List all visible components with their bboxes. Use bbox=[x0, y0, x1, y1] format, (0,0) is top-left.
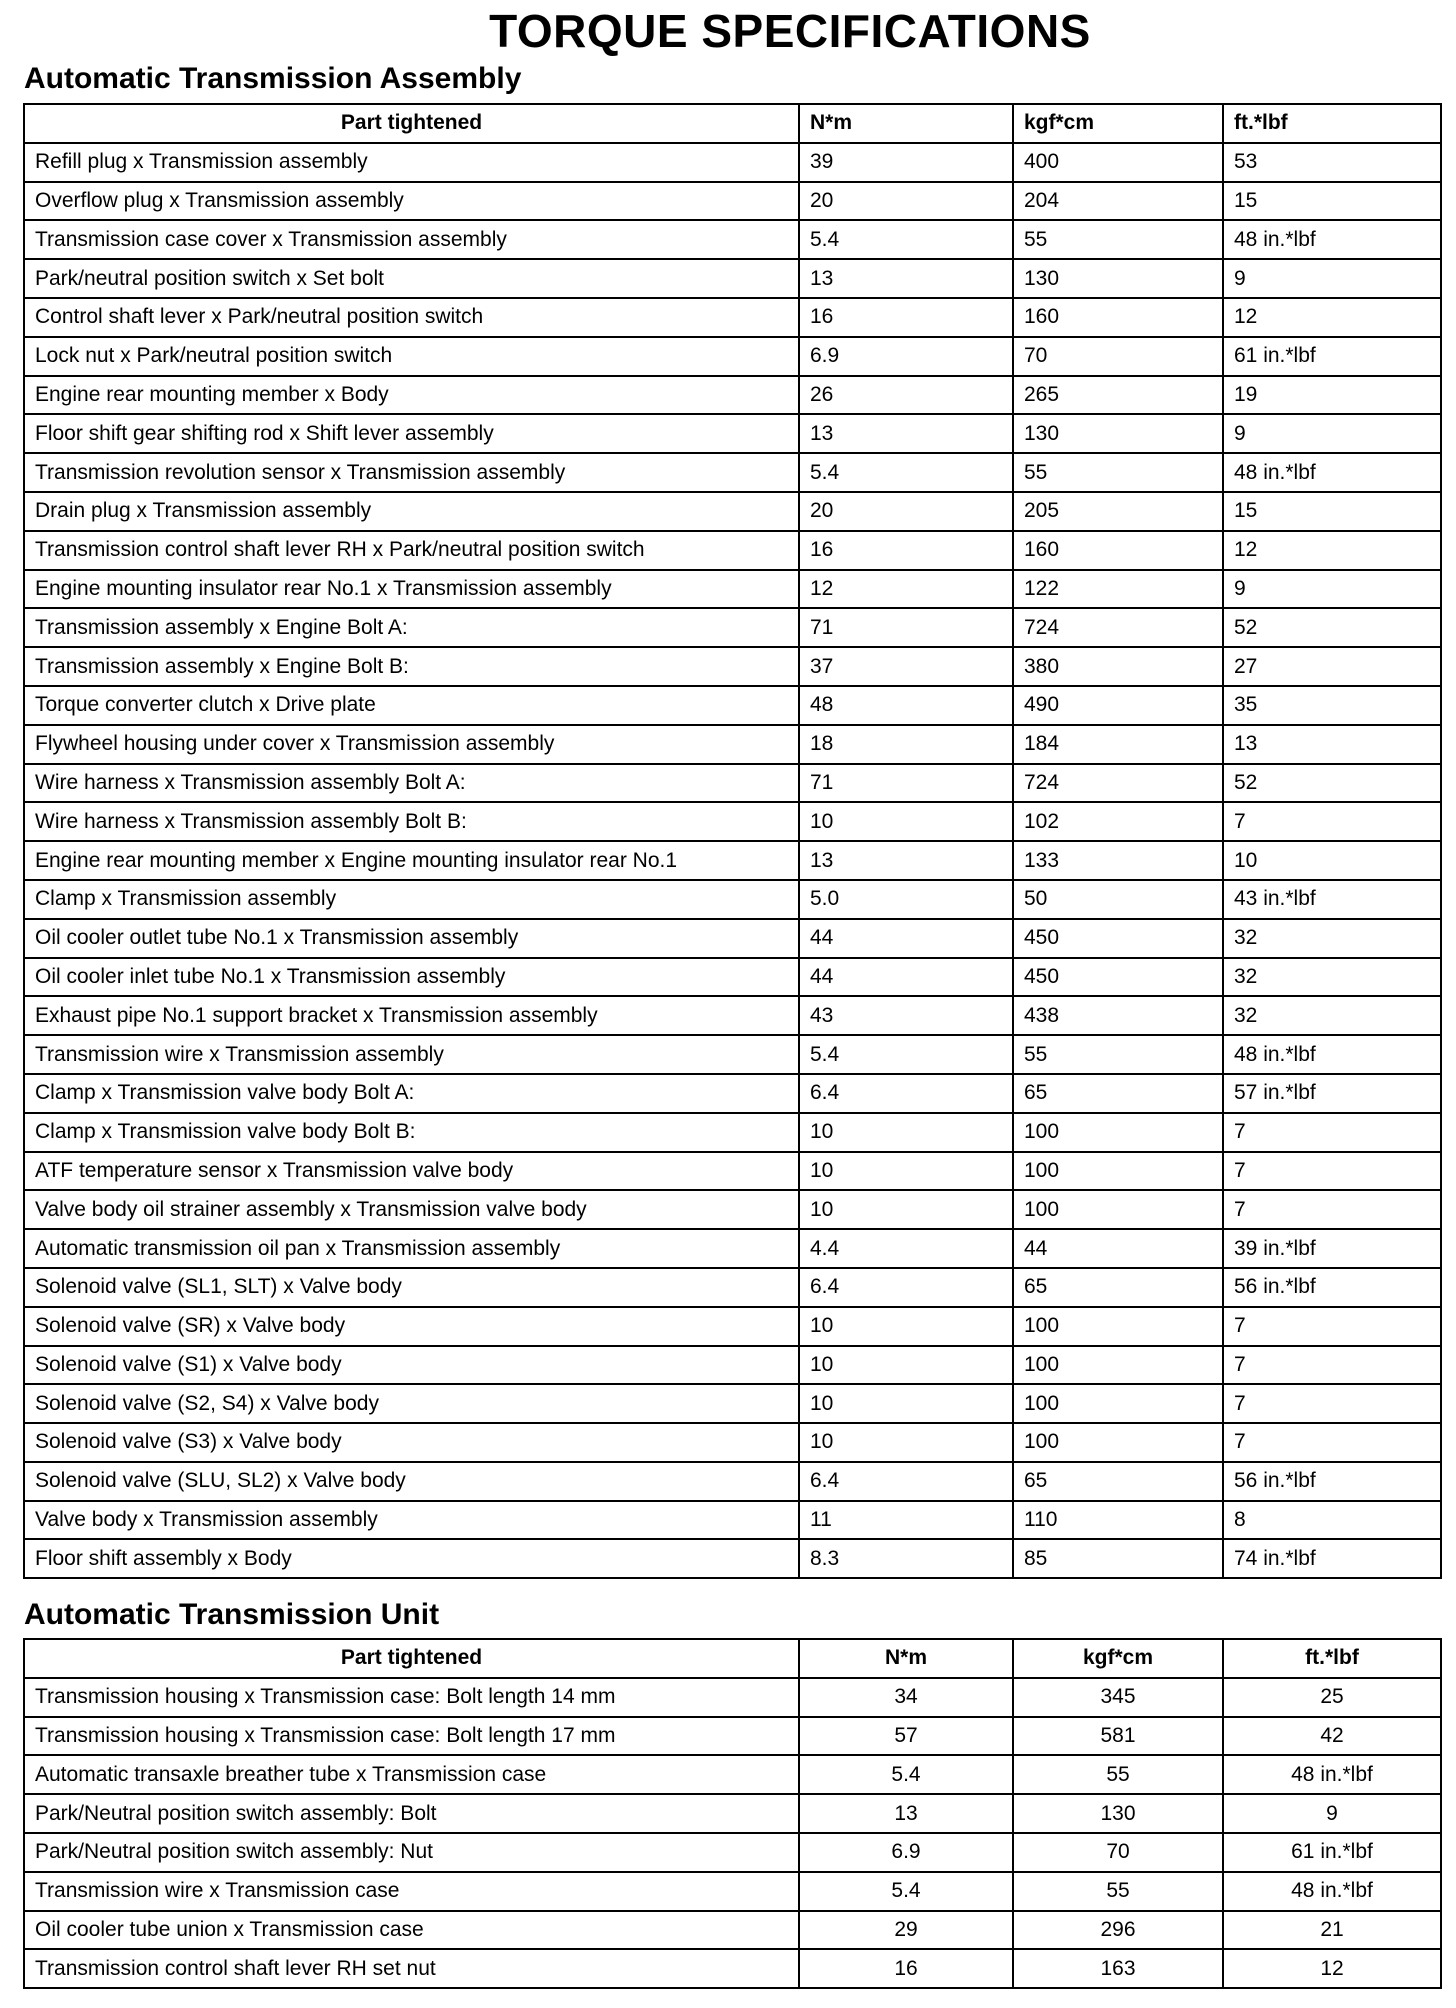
ftlbf-cell: 56 in.*lbf bbox=[1223, 1462, 1441, 1501]
table-row bbox=[24, 1423, 1441, 1462]
ftlbf-cell: 32 bbox=[1223, 919, 1441, 958]
kgfcm-cell: 110 bbox=[1013, 1501, 1223, 1540]
ftlbf-cell: 19 bbox=[1223, 376, 1441, 415]
kgfcm-cell: 130 bbox=[1013, 1794, 1223, 1833]
nm-cell: 10 bbox=[799, 1384, 1013, 1423]
table-row bbox=[24, 376, 1441, 415]
part-cell: Clamp x Transmission valve body Bolt B: bbox=[24, 1113, 799, 1152]
kgfcm-cell: 65 bbox=[1013, 1462, 1223, 1501]
part-cell: Solenoid valve (SR) x Valve body bbox=[24, 1307, 799, 1346]
kgfcm-cell: 296 bbox=[1013, 1911, 1223, 1950]
kgfcm-cell: 100 bbox=[1013, 1152, 1223, 1191]
part-cell: Solenoid valve (S3) x Valve body bbox=[24, 1423, 799, 1462]
kgfcm-cell: 44 bbox=[1013, 1229, 1223, 1268]
nm-cell: 10 bbox=[799, 802, 1013, 841]
part-cell: Oil cooler inlet tube No.1 x Transmission assembly bbox=[24, 958, 799, 997]
kgfcm-cell: 581 bbox=[1013, 1717, 1223, 1756]
table-row bbox=[24, 880, 1441, 919]
kgfcm-cell: 55 bbox=[1013, 1872, 1223, 1911]
table-row bbox=[24, 958, 1441, 997]
table-row bbox=[24, 996, 1441, 1035]
ftlbf-cell: 21 bbox=[1223, 1911, 1441, 1950]
part-cell: Control shaft lever x Park/neutral position switch bbox=[24, 298, 799, 337]
table-row bbox=[24, 802, 1441, 841]
kgfcm-cell: 400 bbox=[1013, 143, 1223, 182]
kgfcm-cell: 204 bbox=[1013, 182, 1223, 221]
nm-cell: 20 bbox=[799, 492, 1013, 531]
nm-cell: 8.3 bbox=[799, 1539, 1013, 1578]
kgfcm-cell: 133 bbox=[1013, 841, 1223, 880]
nm-cell: 71 bbox=[799, 608, 1013, 647]
page-title: TORQUE SPECIFICATIONS bbox=[489, 5, 1091, 57]
nm-cell: 13 bbox=[799, 259, 1013, 298]
nm-cell: 48 bbox=[799, 686, 1013, 725]
part-cell: Clamp x Transmission valve body Bolt A: bbox=[24, 1074, 799, 1113]
kgfcm-cell: 130 bbox=[1013, 414, 1223, 453]
ftlbf-cell: 35 bbox=[1223, 686, 1441, 725]
ftlbf-cell: 12 bbox=[1223, 298, 1441, 337]
kgfcm-cell: 380 bbox=[1013, 647, 1223, 686]
nm-cell: 5.4 bbox=[799, 1035, 1013, 1074]
kgfcm-cell: 160 bbox=[1013, 298, 1223, 337]
nm-cell: 29 bbox=[799, 1911, 1013, 1950]
nm-cell: 6.4 bbox=[799, 1462, 1013, 1501]
kgfcm-cell: 55 bbox=[1013, 1755, 1223, 1794]
header-kgfcm: kgf*cm bbox=[1013, 104, 1223, 143]
table-row bbox=[24, 414, 1441, 453]
ftlbf-cell: 56 in.*lbf bbox=[1223, 1268, 1441, 1307]
table-row bbox=[24, 182, 1441, 221]
table-row bbox=[24, 608, 1441, 647]
kgfcm-cell: 55 bbox=[1013, 1035, 1223, 1074]
part-cell: Refill plug x Transmission assembly bbox=[24, 143, 799, 182]
part-cell: Transmission housing x Transmission case: Bolt length 14 mm bbox=[24, 1678, 799, 1717]
ftlbf-cell: 25 bbox=[1223, 1678, 1441, 1717]
ftlbf-cell: 52 bbox=[1223, 764, 1441, 803]
part-cell: Automatic transmission oil pan x Transmission assembly bbox=[24, 1229, 799, 1268]
ftlbf-cell: 32 bbox=[1223, 958, 1441, 997]
kgfcm-cell: 70 bbox=[1013, 337, 1223, 376]
torque-table-unit bbox=[23, 1638, 1442, 1989]
part-cell: Transmission assembly x Engine Bolt B: bbox=[24, 647, 799, 686]
ftlbf-cell: 7 bbox=[1223, 1423, 1441, 1462]
table-row bbox=[24, 143, 1441, 182]
table-row bbox=[24, 1346, 1441, 1385]
nm-cell: 16 bbox=[799, 1949, 1013, 1988]
nm-cell: 4.4 bbox=[799, 1229, 1013, 1268]
kgfcm-cell: 345 bbox=[1013, 1678, 1223, 1717]
ftlbf-cell: 15 bbox=[1223, 492, 1441, 531]
table-row bbox=[24, 1113, 1441, 1152]
table-row bbox=[24, 453, 1441, 492]
kgfcm-cell: 100 bbox=[1013, 1346, 1223, 1385]
table-row bbox=[24, 1833, 1441, 1872]
table-row bbox=[24, 220, 1441, 259]
ftlbf-cell: 61 in.*lbf bbox=[1223, 1833, 1441, 1872]
kgfcm-cell: 55 bbox=[1013, 220, 1223, 259]
part-cell: Engine mounting insulator rear No.1 x Transmission assembly bbox=[24, 570, 799, 609]
ftlbf-cell: 53 bbox=[1223, 143, 1441, 182]
kgfcm-cell: 102 bbox=[1013, 802, 1223, 841]
part-cell: Transmission revolution sensor x Transmission assembly bbox=[24, 453, 799, 492]
table-row bbox=[24, 1268, 1441, 1307]
kgfcm-cell: 724 bbox=[1013, 608, 1223, 647]
table-row bbox=[24, 686, 1441, 725]
kgfcm-cell: 100 bbox=[1013, 1307, 1223, 1346]
table-row bbox=[24, 337, 1441, 376]
ftlbf-cell: 74 in.*lbf bbox=[1223, 1539, 1441, 1578]
nm-cell: 37 bbox=[799, 647, 1013, 686]
part-cell: Overflow plug x Transmission assembly bbox=[24, 182, 799, 221]
part-cell: Park/Neutral position switch assembly: Bolt bbox=[24, 1794, 799, 1833]
ftlbf-cell: 15 bbox=[1223, 182, 1441, 221]
part-cell: Park/neutral position switch x Set bolt bbox=[24, 259, 799, 298]
table-row bbox=[24, 1462, 1441, 1501]
nm-cell: 44 bbox=[799, 919, 1013, 958]
part-cell: Flywheel housing under cover x Transmission assembly bbox=[24, 725, 799, 764]
nm-cell: 44 bbox=[799, 958, 1013, 997]
ftlbf-cell: 48 in.*lbf bbox=[1223, 1755, 1441, 1794]
ftlbf-cell: 9 bbox=[1223, 414, 1441, 453]
kgfcm-cell: 160 bbox=[1013, 531, 1223, 570]
table-row bbox=[24, 1307, 1441, 1346]
part-cell: Transmission housing x Transmission case: Bolt length 17 mm bbox=[24, 1717, 799, 1756]
table-row bbox=[24, 1384, 1441, 1423]
kgfcm-cell: 70 bbox=[1013, 1833, 1223, 1872]
ftlbf-cell: 52 bbox=[1223, 608, 1441, 647]
ftlbf-cell: 9 bbox=[1223, 570, 1441, 609]
kgfcm-cell: 184 bbox=[1013, 725, 1223, 764]
nm-cell: 10 bbox=[799, 1152, 1013, 1191]
section-title-unit: Automatic Transmission Unit bbox=[24, 1598, 440, 1631]
nm-cell: 11 bbox=[799, 1501, 1013, 1540]
ftlbf-cell: 9 bbox=[1223, 259, 1441, 298]
kgfcm-cell: 724 bbox=[1013, 764, 1223, 803]
kgfcm-cell: 438 bbox=[1013, 996, 1223, 1035]
table-row bbox=[24, 725, 1441, 764]
table-row bbox=[24, 259, 1441, 298]
table-row bbox=[24, 841, 1441, 880]
nm-cell: 16 bbox=[799, 298, 1013, 337]
part-cell: Oil cooler tube union x Transmission case bbox=[24, 1911, 799, 1950]
ftlbf-cell: 61 in.*lbf bbox=[1223, 337, 1441, 376]
ftlbf-cell: 12 bbox=[1223, 531, 1441, 570]
nm-cell: 6.9 bbox=[799, 337, 1013, 376]
table-row bbox=[24, 1872, 1441, 1911]
nm-cell: 10 bbox=[799, 1307, 1013, 1346]
table-header-row bbox=[24, 104, 1441, 143]
ftlbf-cell: 48 in.*lbf bbox=[1223, 220, 1441, 259]
part-cell: Floor shift gear shifting rod x Shift lever assembly bbox=[24, 414, 799, 453]
part-cell: Wire harness x Transmission assembly Bolt B: bbox=[24, 802, 799, 841]
nm-cell: 13 bbox=[799, 414, 1013, 453]
ftlbf-cell: 39 in.*lbf bbox=[1223, 1229, 1441, 1268]
kgfcm-cell: 450 bbox=[1013, 958, 1223, 997]
part-cell: Valve body x Transmission assembly bbox=[24, 1501, 799, 1540]
ftlbf-cell: 7 bbox=[1223, 1307, 1441, 1346]
ftlbf-cell: 13 bbox=[1223, 725, 1441, 764]
kgfcm-cell: 100 bbox=[1013, 1384, 1223, 1423]
nm-cell: 39 bbox=[799, 143, 1013, 182]
part-cell: Torque converter clutch x Drive plate bbox=[24, 686, 799, 725]
table-row bbox=[24, 1152, 1441, 1191]
ftlbf-cell: 7 bbox=[1223, 1152, 1441, 1191]
table-row bbox=[24, 647, 1441, 686]
ftlbf-cell: 42 bbox=[1223, 1717, 1441, 1756]
nm-cell: 10 bbox=[799, 1190, 1013, 1229]
ftlbf-cell: 27 bbox=[1223, 647, 1441, 686]
nm-cell: 13 bbox=[799, 1794, 1013, 1833]
ftlbf-cell: 8 bbox=[1223, 1501, 1441, 1540]
table-row bbox=[24, 1035, 1441, 1074]
table-row bbox=[24, 1794, 1441, 1833]
kgfcm-cell: 50 bbox=[1013, 880, 1223, 919]
table-row bbox=[24, 1949, 1441, 1988]
nm-cell: 5.4 bbox=[799, 1872, 1013, 1911]
part-cell: Drain plug x Transmission assembly bbox=[24, 492, 799, 531]
ftlbf-cell: 9 bbox=[1223, 1794, 1441, 1833]
table-row bbox=[24, 492, 1441, 531]
ftlbf-cell: 48 in.*lbf bbox=[1223, 1872, 1441, 1911]
torque-table-assembly bbox=[23, 103, 1442, 1579]
table-row bbox=[24, 919, 1441, 958]
kgfcm-cell: 65 bbox=[1013, 1268, 1223, 1307]
header-ftlbf: ft.*lbf bbox=[1223, 104, 1441, 143]
header-nm: N*m bbox=[799, 1639, 1013, 1678]
part-cell: Transmission control shaft lever RH set nut bbox=[24, 1949, 799, 1988]
part-cell: Floor shift assembly x Body bbox=[24, 1539, 799, 1578]
nm-cell: 10 bbox=[799, 1113, 1013, 1152]
part-cell: Clamp x Transmission assembly bbox=[24, 880, 799, 919]
part-cell: Exhaust pipe No.1 support bracket x Transmission assembly bbox=[24, 996, 799, 1035]
nm-cell: 26 bbox=[799, 376, 1013, 415]
part-cell: Automatic transaxle breather tube x Transmission case bbox=[24, 1755, 799, 1794]
kgfcm-cell: 85 bbox=[1013, 1539, 1223, 1578]
part-cell: Transmission control shaft lever RH x Park/neutral position switch bbox=[24, 531, 799, 570]
table-row bbox=[24, 298, 1441, 337]
nm-cell: 10 bbox=[799, 1423, 1013, 1462]
ftlbf-cell: 43 in.*lbf bbox=[1223, 880, 1441, 919]
part-cell: Wire harness x Transmission assembly Bolt A: bbox=[24, 764, 799, 803]
table-header-row bbox=[24, 1639, 1441, 1678]
ftlbf-cell: 48 in.*lbf bbox=[1223, 1035, 1441, 1074]
kgfcm-cell: 55 bbox=[1013, 453, 1223, 492]
table-row bbox=[24, 1190, 1441, 1229]
nm-cell: 13 bbox=[799, 841, 1013, 880]
nm-cell: 71 bbox=[799, 764, 1013, 803]
kgfcm-cell: 163 bbox=[1013, 1949, 1223, 1988]
kgfcm-cell: 65 bbox=[1013, 1074, 1223, 1113]
ftlbf-cell: 48 in.*lbf bbox=[1223, 453, 1441, 492]
nm-cell: 6.4 bbox=[799, 1268, 1013, 1307]
table-row bbox=[24, 1229, 1441, 1268]
nm-cell: 12 bbox=[799, 570, 1013, 609]
part-cell: ATF temperature sensor x Transmission valve body bbox=[24, 1152, 799, 1191]
ftlbf-cell: 7 bbox=[1223, 802, 1441, 841]
nm-cell: 5.4 bbox=[799, 453, 1013, 492]
nm-cell: 57 bbox=[799, 1717, 1013, 1756]
header-part: Part tightened bbox=[24, 1639, 799, 1678]
ftlbf-cell: 57 in.*lbf bbox=[1223, 1074, 1441, 1113]
header-kgfcm: kgf*cm bbox=[1013, 1639, 1223, 1678]
part-cell: Transmission wire x Transmission assembly bbox=[24, 1035, 799, 1074]
part-cell: Transmission case cover x Transmission assembly bbox=[24, 220, 799, 259]
nm-cell: 5.4 bbox=[799, 1755, 1013, 1794]
kgfcm-cell: 100 bbox=[1013, 1423, 1223, 1462]
ftlbf-cell: 10 bbox=[1223, 841, 1441, 880]
part-cell: Valve body oil strainer assembly x Transmission valve body bbox=[24, 1190, 799, 1229]
ftlbf-cell: 12 bbox=[1223, 1949, 1441, 1988]
ftlbf-cell: 7 bbox=[1223, 1190, 1441, 1229]
kgfcm-cell: 100 bbox=[1013, 1113, 1223, 1152]
kgfcm-cell: 265 bbox=[1013, 376, 1223, 415]
table-row bbox=[24, 531, 1441, 570]
nm-cell: 43 bbox=[799, 996, 1013, 1035]
nm-cell: 5.4 bbox=[799, 220, 1013, 259]
part-cell: Solenoid valve (SLU, SL2) x Valve body bbox=[24, 1462, 799, 1501]
part-cell: Solenoid valve (S1) x Valve body bbox=[24, 1346, 799, 1385]
part-cell: Engine rear mounting member x Body bbox=[24, 376, 799, 415]
nm-cell: 16 bbox=[799, 531, 1013, 570]
table-row bbox=[24, 570, 1441, 609]
ftlbf-cell: 7 bbox=[1223, 1346, 1441, 1385]
table-row bbox=[24, 1911, 1441, 1950]
kgfcm-cell: 130 bbox=[1013, 259, 1223, 298]
part-cell: Engine rear mounting member x Engine mounting insulator rear No.1 bbox=[24, 841, 799, 880]
part-cell: Solenoid valve (S2, S4) x Valve body bbox=[24, 1384, 799, 1423]
table-row bbox=[24, 1074, 1441, 1113]
part-cell: Park/Neutral position switch assembly: Nut bbox=[24, 1833, 799, 1872]
table-row bbox=[24, 1501, 1441, 1540]
ftlbf-cell: 32 bbox=[1223, 996, 1441, 1035]
header-part: Part tightened bbox=[24, 104, 799, 143]
ftlbf-cell: 7 bbox=[1223, 1384, 1441, 1423]
kgfcm-cell: 490 bbox=[1013, 686, 1223, 725]
part-cell: Transmission wire x Transmission case bbox=[24, 1872, 799, 1911]
kgfcm-cell: 205 bbox=[1013, 492, 1223, 531]
part-cell: Solenoid valve (SL1, SLT) x Valve body bbox=[24, 1268, 799, 1307]
nm-cell: 20 bbox=[799, 182, 1013, 221]
part-cell: Transmission assembly x Engine Bolt A: bbox=[24, 608, 799, 647]
table-row bbox=[24, 1678, 1441, 1717]
header-ftlbf: ft.*lbf bbox=[1223, 1639, 1441, 1678]
nm-cell: 6.4 bbox=[799, 1074, 1013, 1113]
nm-cell: 34 bbox=[799, 1678, 1013, 1717]
nm-cell: 6.9 bbox=[799, 1833, 1013, 1872]
nm-cell: 10 bbox=[799, 1346, 1013, 1385]
kgfcm-cell: 122 bbox=[1013, 570, 1223, 609]
kgfcm-cell: 100 bbox=[1013, 1190, 1223, 1229]
table-row bbox=[24, 1717, 1441, 1756]
nm-cell: 18 bbox=[799, 725, 1013, 764]
part-cell: Lock nut x Park/neutral position switch bbox=[24, 337, 799, 376]
table-row bbox=[24, 764, 1441, 803]
header-nm: N*m bbox=[799, 104, 1013, 143]
ftlbf-cell: 7 bbox=[1223, 1113, 1441, 1152]
kgfcm-cell: 450 bbox=[1013, 919, 1223, 958]
table-row bbox=[24, 1539, 1441, 1578]
part-cell: Oil cooler outlet tube No.1 x Transmission assembly bbox=[24, 919, 799, 958]
nm-cell: 5.0 bbox=[799, 880, 1013, 919]
table-row bbox=[24, 1755, 1441, 1794]
section-title-assembly: Automatic Transmission Assembly bbox=[24, 62, 522, 95]
